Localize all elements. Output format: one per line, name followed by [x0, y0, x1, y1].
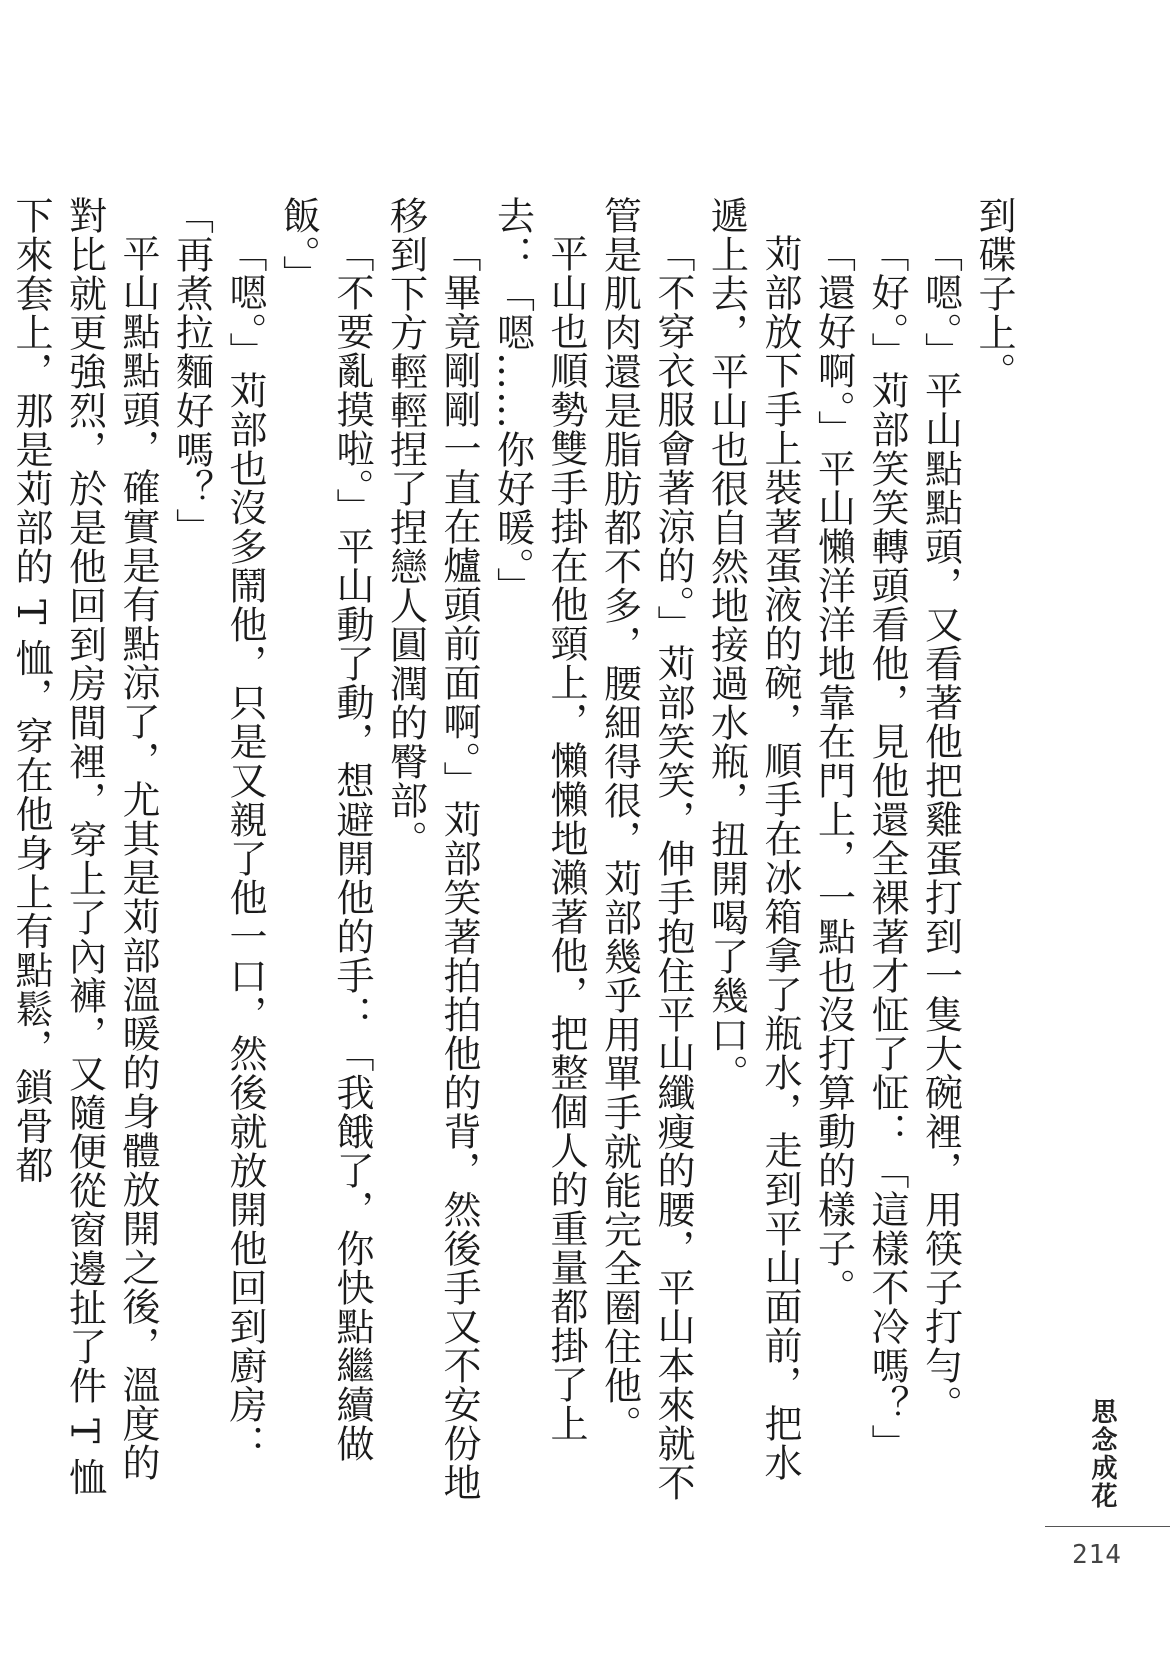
- running-title: 思念成花: [1087, 1398, 1117, 1510]
- page-number: 214: [1072, 1540, 1122, 1570]
- paragraph: 平山也順勢雙手掛在他頸上，懶懶地瀨著他，把整個人的重量都掛了上去：「嗯……你好暖。」: [490, 196, 588, 1443]
- paragraph: 「還好啊。」平山懶洋洋地靠在門上，一點也沒打算動的樣子。: [811, 234, 856, 1307]
- paragraph: 「畢竟剛剛一直在爐頭前面啊。」苅部笑著拍拍他的背，然後手又不安份地移到下方輕輕捏了捏戀人圓潤的臀部。: [383, 196, 481, 1502]
- paragraph: 「嗯。」苅部也沒多鬧他，只是又親了他一口，然後就放開他回到廚房：「再煮拉麵好嗎？」: [169, 196, 267, 1463]
- paragraph: 「不穿衣服會著涼的。」苅部笑笑，伸手抱住平山纖瘦的腰，平山本來就不管是肌肉還是脂肪都不多，腰細得很，苅部幾乎用單手就能完全圈住他。: [597, 196, 695, 1502]
- footer-rule: [1045, 1526, 1170, 1527]
- paragraph: 「好。」苅部笑笑轉頭看他，見他還全裸著才怔了怔：「這樣不冷嗎？」: [865, 234, 909, 1463]
- paragraph: 「嗯。」平山點點頭，又看著他把雞蛋打到一隻大碗裡，用筷子打勻。: [918, 234, 963, 1424]
- body-text: [9, 196, 1020, 1506]
- paragraph: 平山點點頭，確實是有點涼了，尤其是苅部溫暖的身體放開之後，溫度的對比就更強烈，於是他回到房間裡，穿上了內褲，又隨便從窗邊扯了件 T 恤下來套上，那是苅部的 T 恤，穿在他身上有點鬆，鎖骨都: [9, 196, 160, 1497]
- paragraph-continuation: 到碟子上。: [972, 196, 1016, 391]
- paragraph: 「不要亂摸啦。」平山動了動，想避開他的手：「我餓了，你快點繼續做飯。」: [276, 196, 374, 1463]
- paragraph: 苅部放下手上裝著蛋液的碗，順手在冰箱拿了瓶水，走到平山面前，把水遞上去，平山也很自然地接過水瓶，扭開喝了幾口。: [704, 196, 802, 1482]
